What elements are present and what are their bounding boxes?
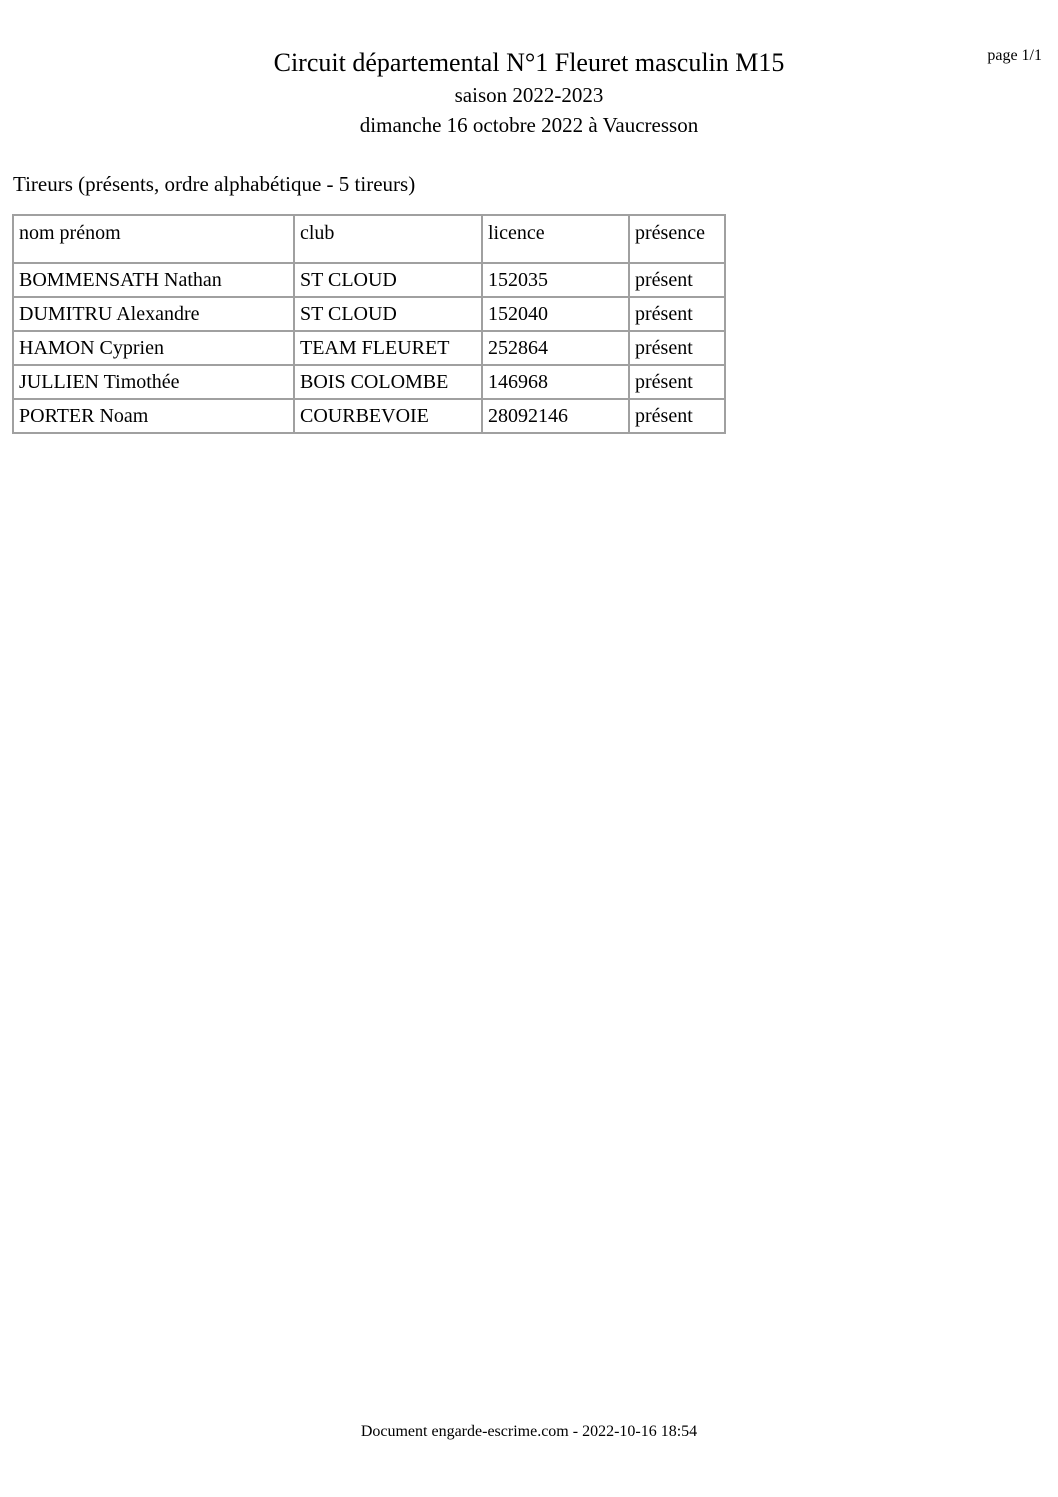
document-header [0,46,1058,140]
cell-name: DUMITRU Alexandre [13,297,294,331]
season-label: saison 2022-2023 [454,83,604,107]
table-header-row [13,215,725,263]
date-place-label: dimanche 16 octobre 2022 à Vaucresson [359,113,699,137]
cell-licence: 146968 [482,365,629,399]
fencers-table [12,214,726,434]
cell-presence: présent [629,297,725,331]
cell-licence: 152040 [482,297,629,331]
cell-club: TEAM FLEURET [294,331,482,365]
cell-presence: présent [629,331,725,365]
cell-club: COURBEVOIE [294,399,482,433]
cell-name: PORTER Noam [13,399,294,433]
cell-licence: 28092146 [482,399,629,433]
page-number: page 1/1 [987,47,1042,64]
column-header-club: club [294,215,482,263]
table-row [13,263,725,297]
table-row [13,331,725,365]
cell-club: ST CLOUD [294,297,482,331]
cell-club: BOIS COLOMBE [294,365,482,399]
cell-licence: 152035 [482,263,629,297]
cell-presence: présent [629,399,725,433]
table-row [13,399,725,433]
document-title: Circuit départemental N°1 Fleuret masculin M15 [273,48,785,77]
column-header-licence: licence [482,215,629,263]
table-row [13,297,725,331]
cell-name: BOMMENSATH Nathan [13,263,294,297]
document-footer: Document engarde-escrime.com - 2022-10-16 18:54 [360,1423,698,1440]
cell-presence: présent [629,365,725,399]
cell-presence: présent [629,263,725,297]
cell-name: JULLIEN Timothée [13,365,294,399]
table-row [13,365,725,399]
column-header-name: nom prénom [13,215,294,263]
cell-name: HAMON Cyprien [13,331,294,365]
cell-club: ST CLOUD [294,263,482,297]
cell-licence: 252864 [482,331,629,365]
column-header-presence: présence [629,215,725,263]
section-title: Tireurs (présents, ordre alphabétique - 5 tireurs) [13,172,416,196]
